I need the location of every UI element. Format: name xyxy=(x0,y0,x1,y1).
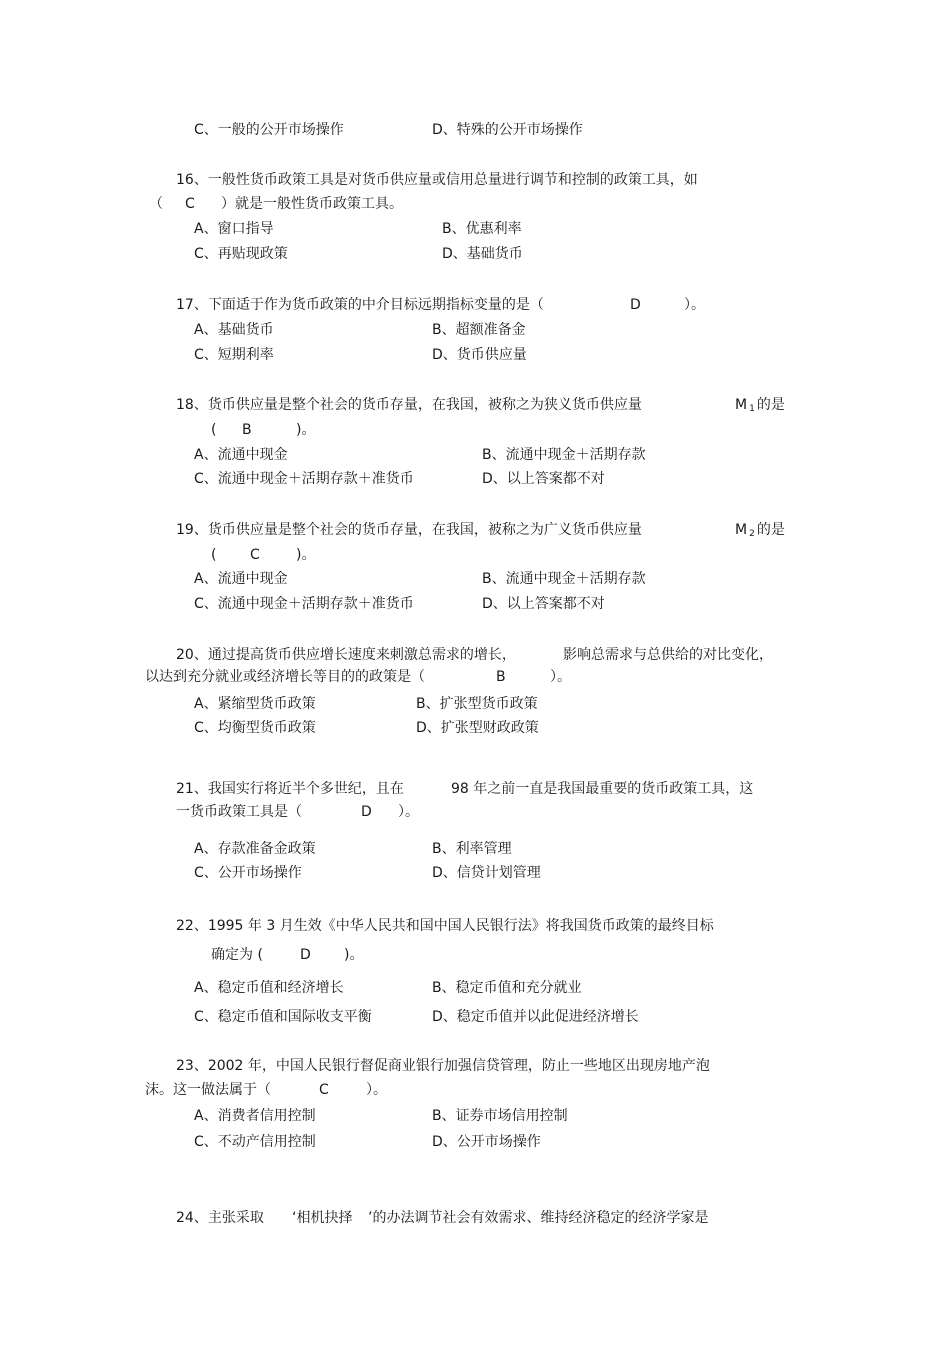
q22-stem-line1: 22、1995 年 3 月生效《中华人民共和国中国人民银行法》将我国货币政策的最终目标 xyxy=(176,918,714,934)
q20-option-b: B、扩张型货币政策 xyxy=(416,696,538,712)
q19-close: )。 xyxy=(296,547,316,563)
q24-stem-line1a: 24、主张采取 xyxy=(176,1210,264,1226)
q20-answer: B xyxy=(496,669,506,685)
q18-m-suffix: 的是 xyxy=(756,397,785,413)
q18-m1-label xyxy=(735,396,785,416)
q16-answer: C xyxy=(185,196,195,212)
q20-option-a: A、紧缩型货币政策 xyxy=(194,696,316,712)
q20-stem-line1b: 影响总需求与总供给的对比变化， xyxy=(563,647,773,663)
q22-close: )。 xyxy=(344,947,364,963)
q16-option-c: C、再贴现政策 xyxy=(194,246,288,262)
q24-stem-line1c: ’的办法调节社会有效需求、维持经济稳定的经济学家是 xyxy=(368,1210,709,1226)
q21-stem-line1b: 98 年之前一直是我国最重要的货币政策工具，这 xyxy=(451,781,754,797)
q21-close: ）。 xyxy=(398,804,419,820)
q16-open-paren: （ xyxy=(149,196,163,212)
q23-stem-line1: 23、2002 年，中国人民银行督促商业银行加强信贷管理，防止一些地区出现房地产泡 xyxy=(176,1058,710,1074)
q17-option-b: B、超额准备金 xyxy=(432,322,526,338)
q24-stem-line1b: ‘相机抉择 xyxy=(292,1210,353,1226)
q15-option-c: C、一般的公开市场操作 xyxy=(194,122,344,138)
q23-option-b: B、证券市场信用控制 xyxy=(432,1108,568,1124)
q18-m-letter: M xyxy=(735,397,748,413)
q23-close: ）。 xyxy=(366,1082,387,1098)
q19-open-paren: ( xyxy=(211,547,217,563)
q18-option-a: A、流通中现金 xyxy=(194,447,288,463)
q23-option-c: C、不动产信用控制 xyxy=(194,1134,316,1150)
q22-option-d: D、稳定币值并以此促进经济增长 xyxy=(432,1009,639,1025)
q21-option-d: D、信贷计划管理 xyxy=(432,865,541,881)
q23-stem-line2: 沫。这一做法属于（ xyxy=(145,1082,271,1098)
q19-stem: 19、货币供应量是整个社会的货币存量，在我国，被称之为广义货币供应量 xyxy=(176,522,642,538)
q18-option-c: C、流通中现金＋活期存款＋准货币 xyxy=(194,471,414,487)
q19-option-c: C、流通中现金＋活期存款＋准货币 xyxy=(194,596,414,612)
q18-open-paren: ( xyxy=(211,422,217,438)
q16-stem-line2: ）就是一般性货币政策工具。 xyxy=(221,196,403,212)
q19-m2-label xyxy=(735,521,785,541)
q22-option-b: B、稳定币值和充分就业 xyxy=(432,980,582,996)
q19-option-d: D、以上答案都不对 xyxy=(482,596,605,612)
q22-option-c: C、稳定币值和国际收支平衡 xyxy=(194,1009,372,1025)
q17-option-c: C、短期利率 xyxy=(194,347,274,363)
q22-option-a: A、稳定币值和经济增长 xyxy=(194,980,344,996)
q23-option-d: D、公开市场操作 xyxy=(432,1134,541,1150)
q20-stem-line2: 以达到充分就业或经济增长等目的的政策是（ xyxy=(145,669,425,685)
q18-stem: 18、货币供应量是整个社会的货币存量，在我国，被称之为狭义货币供应量 xyxy=(176,397,642,413)
q21-option-a: A、存款准备金政策 xyxy=(194,841,316,857)
q19-option-a: A、流通中现金 xyxy=(194,571,288,587)
q21-option-b: B、利率管理 xyxy=(432,841,512,857)
q22-stem-line2: 确定为 ( xyxy=(211,947,263,963)
q16-option-a: A、窗口指导 xyxy=(194,221,274,237)
q18-option-d: D、以上答案都不对 xyxy=(482,471,605,487)
q18-answer: B xyxy=(242,422,252,438)
q19-answer: C xyxy=(250,547,260,563)
q16-stem-line1: 16、一般性货币政策工具是对货币供应量或信用总量进行调节和控制的政策工具，如 xyxy=(176,172,698,188)
q20-option-d: D、扩张型财政政策 xyxy=(416,720,539,736)
q21-stem-line1a: 21、我国实行将近半个多世纪，且在 xyxy=(176,781,404,797)
q17-answer: D xyxy=(630,297,641,313)
q18-close: )。 xyxy=(296,422,316,438)
q17-close: ）。 xyxy=(684,297,705,313)
q21-option-c: C、公开市场操作 xyxy=(194,865,302,881)
q19-m-suffix: 的是 xyxy=(756,522,785,538)
q18-m-subscript: 1 xyxy=(749,404,755,414)
q19-option-b: B、流通中现金＋活期存款 xyxy=(482,571,646,587)
q17-option-a: A、基础货币 xyxy=(194,322,274,338)
q18-option-b: B、流通中现金＋活期存款 xyxy=(482,447,646,463)
q20-option-c: C、均衡型货币政策 xyxy=(194,720,316,736)
q21-answer: D xyxy=(361,804,372,820)
q23-option-a: A、消费者信用控制 xyxy=(194,1108,316,1124)
q17-stem: 17、下面适于作为货币政策的中介目标远期指标变量的是（ xyxy=(176,297,544,313)
q20-stem-line1a: 20、通过提高货币供应增长速度来刺激总需求的增长， xyxy=(176,647,516,663)
q16-option-b: B、优惠利率 xyxy=(442,221,522,237)
q22-answer: D xyxy=(300,947,311,963)
q19-m-letter: M xyxy=(735,522,748,538)
q23-answer: C xyxy=(319,1082,329,1098)
q15-option-d: D、特殊的公开市场操作 xyxy=(432,122,583,138)
q20-close: ）。 xyxy=(550,669,571,685)
q16-option-d: D、基础货币 xyxy=(442,246,523,262)
q21-stem-line2: 一货币政策工具是（ xyxy=(176,804,302,820)
q19-m-subscript: 2 xyxy=(749,529,755,539)
q17-option-d: D、货币供应量 xyxy=(432,347,527,363)
